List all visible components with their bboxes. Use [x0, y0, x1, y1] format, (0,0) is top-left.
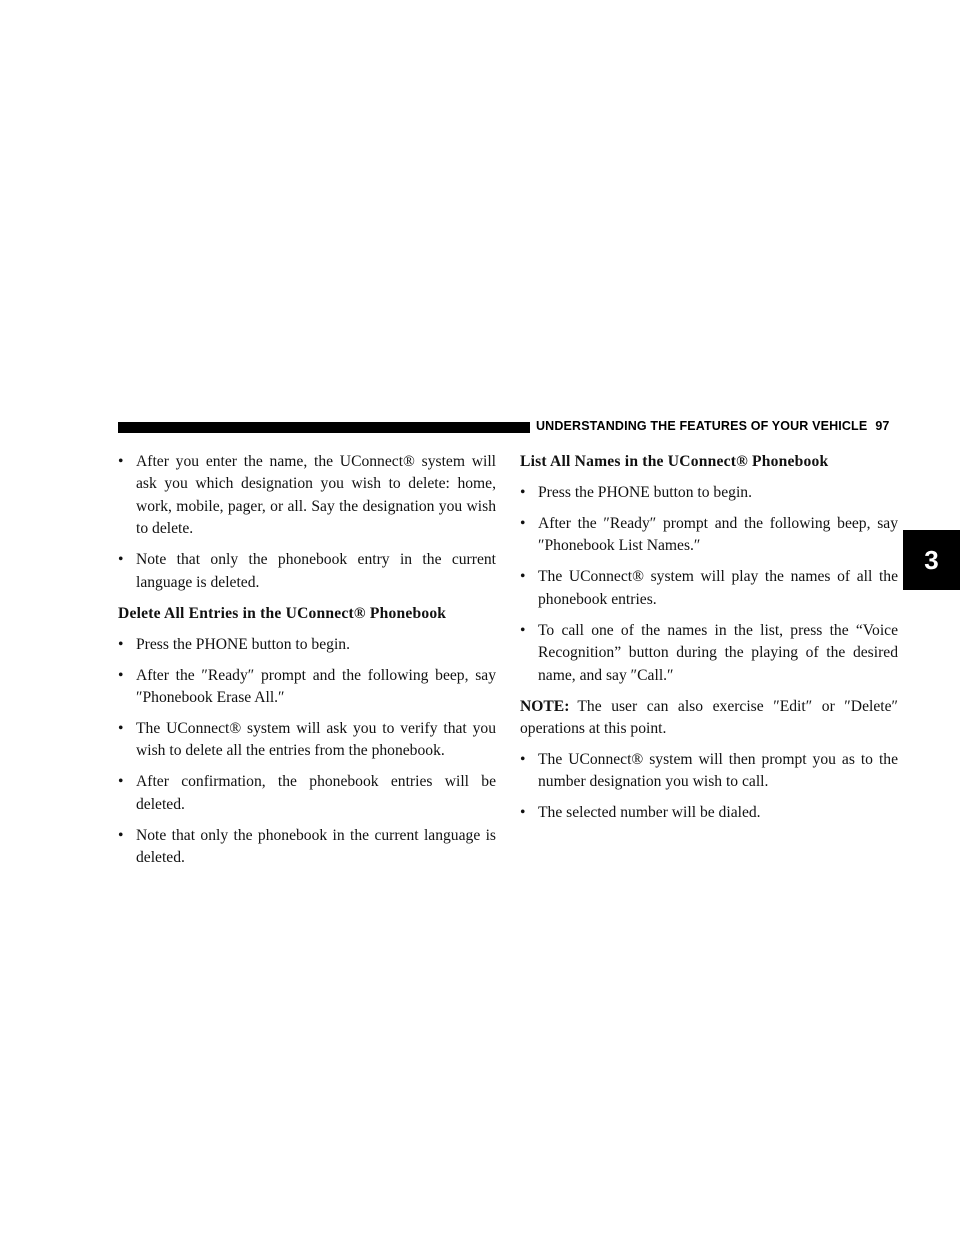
section-heading-delete-all: Delete All Entries in the UConnect® Phonebook [118, 604, 447, 622]
bullet-text: After you enter the name, the UConnect® system will ask you which designation you wish to delete: home, work, mobile, pager, or all. Say the designation you wish to delete. [136, 453, 496, 538]
bullet-icon: • [118, 551, 124, 569]
left-column [118, 451, 496, 878]
bullet-text: Press the PHONE button to begin. [136, 635, 350, 653]
bullet-icon: • [118, 635, 124, 653]
bullet-icon: • [118, 773, 124, 791]
bullet-icon: • [520, 751, 526, 769]
bullet-icon: • [520, 568, 526, 586]
bullet-item [520, 513, 898, 558]
bullet-text: The UConnect® system will then prompt you as to the number designation you wish to call. [538, 751, 898, 791]
right-bullets-after [520, 749, 898, 825]
chapter-tab: 3 [903, 530, 960, 590]
section-title: UNDERSTANDING THE FEATURES OF YOUR VEHICLE [536, 419, 868, 433]
running-header [536, 419, 890, 433]
bullet-text: Note that only the phonebook entry in the current language is deleted. [136, 551, 496, 591]
bullet-icon: • [118, 666, 124, 684]
right-column [520, 451, 898, 833]
bullet-text: The UConnect® system will ask you to verify that you wish to delete all the entries from the phonebook. [136, 720, 496, 760]
bullet-text: The selected number will be dialed. [538, 804, 761, 822]
bullet-text: After the ″Ready″ prompt and the following beep, say ″Phonebook Erase All.″ [136, 666, 496, 707]
bullet-icon: • [520, 804, 526, 822]
bullet-item [520, 482, 898, 504]
bullet-text: The UConnect® system will play the names of all the phonebook entries. [538, 568, 898, 608]
bullet-item [118, 665, 496, 710]
bullet-text: Press the PHONE button to begin. [538, 484, 752, 501]
section-heading-list-all: List All Names in the UConnect® Phonebook [520, 453, 829, 470]
left-bullets [118, 634, 496, 870]
bullet-icon: • [520, 621, 526, 639]
note-text: The user can also exercise ″Edit″ or ″Delete″ operations at this point. [520, 697, 898, 738]
bullet-item [520, 620, 898, 687]
left-bullets-top [118, 451, 496, 594]
bullet-item [118, 825, 496, 870]
header-rule [118, 422, 530, 433]
bullet-icon: • [118, 453, 124, 470]
bullet-item [118, 634, 496, 656]
bullet-item [118, 451, 496, 541]
bullet-icon: • [118, 720, 124, 738]
bullet-text: After the ″Ready″ prompt and the following beep, say ″Phonebook List Names.″ [538, 515, 898, 555]
bullet-text: To call one of the names in the list, press the “Voice Recognition” button during the playing of the desired name, and say ″Call.″ [538, 621, 898, 684]
bullet-item [520, 749, 898, 794]
bullet-icon: • [520, 484, 526, 501]
bullet-item [118, 718, 496, 763]
right-bullets [520, 482, 898, 687]
page-number: 97 [875, 419, 890, 433]
note-paragraph [520, 696, 898, 741]
bullet-item [118, 771, 496, 816]
bullet-icon: • [520, 515, 526, 532]
bullet-text: Note that only the phonebook in the current language is deleted. [136, 826, 496, 867]
bullet-item [520, 566, 898, 611]
bullet-text: After confirmation, the phonebook entries will be deleted. [136, 773, 496, 813]
note-label: NOTE: [520, 697, 570, 715]
bullet-icon: • [118, 826, 124, 844]
bullet-item [118, 549, 496, 594]
bullet-item [520, 802, 898, 824]
